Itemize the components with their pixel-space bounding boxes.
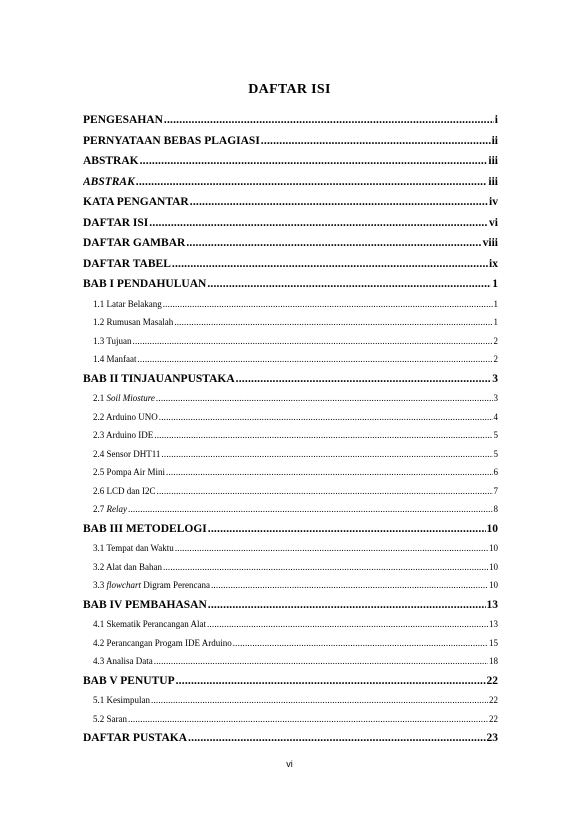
toc-entry-label: 1.4 Manfaat <box>93 354 137 364</box>
toc-section-entry[interactable] <box>83 467 498 486</box>
toc-dot-leader <box>128 714 488 724</box>
toc-section-entry[interactable] <box>83 317 498 336</box>
toc-section-entry[interactable] <box>83 449 498 468</box>
toc-chapter-entry[interactable] <box>83 675 498 696</box>
toc-dot-leader <box>208 523 486 535</box>
toc-chapter-entry[interactable] <box>83 114 498 135</box>
toc-dot-leader <box>136 176 488 188</box>
toc-page-number: 8 <box>493 504 498 514</box>
page-title: DAFTAR ISI <box>248 82 331 97</box>
toc-chapter-entry[interactable] <box>83 278 498 299</box>
toc-page-number: 13 <box>486 598 498 611</box>
toc-dot-leader <box>261 135 491 147</box>
toc-section-entry[interactable] <box>83 299 498 318</box>
toc-entry-label: 2.2 Arduino UNO <box>93 411 158 422</box>
toc-section-entry[interactable] <box>83 336 498 355</box>
toc-dot-leader <box>176 675 486 687</box>
toc-page-number: 1 <box>493 298 498 309</box>
toc-entry-label: 2.1 Soil Miosture <box>93 393 155 403</box>
toc-chapter-entry[interactable] <box>83 217 498 238</box>
toc-entry-label: 5.2 Saran <box>93 713 127 724</box>
toc-page-number: 22 <box>486 674 498 687</box>
toc-entry-label: BAB II TINJAUANPUSTAKA <box>83 372 235 385</box>
toc-dot-leader <box>137 354 492 364</box>
toc-chapter-entry[interactable] <box>83 523 498 544</box>
toc-entry-label: 3.3 flowchart Digram Perencana <box>93 580 210 590</box>
toc-dot-leader <box>211 580 488 590</box>
toc-chapter-entry[interactable] <box>83 599 498 620</box>
toc-dot-leader <box>163 562 488 572</box>
toc-entry-label: 2.6 LCD dan I2C <box>93 485 156 496</box>
toc-page-number: 10 <box>489 561 498 572</box>
toc-page-number: 6 <box>493 467 498 477</box>
toc-page-number: 3 <box>493 393 498 403</box>
toc-entry-label: 1.3 Tujuan <box>93 335 132 346</box>
toc-dot-leader <box>172 258 488 270</box>
toc-section-entry[interactable] <box>83 412 498 431</box>
toc-page-number: 1 <box>492 278 498 290</box>
toc-page-number: 13 <box>489 619 498 629</box>
toc-page-number: 23 <box>486 732 498 744</box>
toc-dot-leader <box>156 393 493 403</box>
toc-page-number: 3 <box>492 372 498 385</box>
toc-dot-leader <box>149 217 488 229</box>
toc-entry-label: 3.1 Tempat dan Waktu <box>93 543 174 553</box>
toc-entry-label: 5.1 Kesimpulan <box>93 695 150 705</box>
toc-dot-leader <box>233 638 488 648</box>
toc-page-number: 2 <box>493 354 498 364</box>
toc-dot-leader <box>154 656 488 666</box>
toc-section-entry[interactable] <box>83 714 498 733</box>
toc-entry-label: ABSTRAK <box>83 175 135 188</box>
toc-dot-leader <box>186 237 481 249</box>
toc-page-number: 22 <box>489 695 498 705</box>
toc-page-number: iii <box>488 175 498 188</box>
toc-page-number: iv <box>489 196 498 208</box>
toc-page-number: 22 <box>489 713 498 724</box>
toc-dot-leader <box>151 695 488 705</box>
toc-entry-label: DAFTAR TABEL <box>83 257 171 270</box>
toc-page-number: ii <box>491 134 498 147</box>
toc-section-entry[interactable] <box>83 393 498 412</box>
toc-chapter-entry[interactable] <box>83 373 498 394</box>
toc-dot-leader <box>174 317 492 327</box>
toc-entry-label: PENGESAHAN <box>83 114 163 126</box>
toc-dot-leader <box>128 504 493 514</box>
toc-dot-leader <box>208 599 486 611</box>
toc-page-number: 2 <box>493 335 498 346</box>
toc-entry-label: 4.3 Analisa Data <box>93 656 153 666</box>
toc-dot-leader <box>166 467 492 477</box>
toc-page-number: viii <box>482 237 498 249</box>
toc-section-entry[interactable] <box>83 619 498 638</box>
toc-dot-leader <box>159 412 493 422</box>
toc-section-entry[interactable] <box>83 695 498 714</box>
toc-entry-label: 4.1 Skematik Perancangan Alat <box>93 619 206 629</box>
toc-entry-label: DAFTAR PUSTAKA <box>83 732 188 744</box>
toc-dot-leader <box>188 732 485 744</box>
toc-section-entry[interactable] <box>83 504 498 523</box>
toc-dot-leader <box>133 336 493 346</box>
toc-chapter-entry[interactable] <box>83 732 498 753</box>
toc-dot-leader <box>161 449 492 459</box>
toc-entry-label: DAFTAR ISI <box>83 216 149 229</box>
toc-page-number: ix <box>489 257 498 270</box>
toc-entry-label: 1.2 Rumusan Masalah <box>93 317 174 327</box>
toc-entry-label: 2.4 Sensor DHT11 <box>93 448 161 459</box>
toc-section-entry[interactable] <box>83 354 498 373</box>
toc-chapter-entry[interactable] <box>83 135 498 156</box>
toc-entry-label: BAB V PENUTUP <box>83 674 175 687</box>
toc-dot-leader <box>164 114 494 126</box>
toc-chapter-entry[interactable] <box>83 176 498 197</box>
toc-page-number: 4 <box>493 411 498 422</box>
toc-dot-leader <box>175 543 488 553</box>
toc-section-entry[interactable] <box>83 543 498 562</box>
table-of-contents <box>83 114 498 753</box>
toc-entry-label: 4.2 Perancangan Progam IDE Arduino <box>93 637 232 648</box>
toc-entry-label: BAB I PENDAHULUAN <box>83 278 207 290</box>
toc-page-number: i <box>494 114 498 126</box>
toc-page-number: 5 <box>493 448 498 459</box>
toc-section-entry[interactable] <box>83 430 498 449</box>
toc-page-number: iii <box>488 155 498 167</box>
toc-page-number: 10 <box>486 522 498 535</box>
toc-entry-label: 2.5 Pompa Air Mini <box>93 467 166 477</box>
toc-page-number: 10 <box>489 580 498 590</box>
toc-chapter-entry[interactable] <box>83 237 498 258</box>
toc-dot-leader <box>207 278 491 290</box>
toc-entry-label: PERNYATAAN BEBAS PLAGIASI <box>83 134 260 147</box>
toc-dot-leader <box>154 430 492 440</box>
toc-entry-label: DAFTAR GAMBAR <box>83 237 186 249</box>
toc-page-number: 5 <box>493 430 498 440</box>
toc-entry-label: 2.7 Relay <box>93 504 127 514</box>
toc-entry-label: BAB III METODELOGI <box>83 522 207 535</box>
toc-page-number: 1 <box>493 317 498 327</box>
toc-page-number: 7 <box>493 485 498 496</box>
toc-chapter-entry[interactable] <box>83 155 498 176</box>
toc-section-entry[interactable] <box>83 486 498 505</box>
toc-entry-label: 1.1 Latar Belakang <box>93 298 162 309</box>
toc-page-number: vi <box>489 216 498 229</box>
toc-entry-label: BAB IV PEMBAHASAN <box>83 598 207 611</box>
toc-section-entry[interactable] <box>83 580 498 599</box>
toc-entry-label: 2.3 Arduino IDE <box>93 430 154 440</box>
toc-dot-leader <box>163 299 493 309</box>
toc-dot-leader <box>140 155 488 167</box>
toc-page-number: 15 <box>489 637 498 648</box>
toc-chapter-entry[interactable] <box>83 196 498 217</box>
toc-section-entry[interactable] <box>83 562 498 581</box>
toc-entry-label: 3.2 Alat dan Bahan <box>93 561 162 572</box>
page-number: vi <box>286 759 293 769</box>
toc-dot-leader <box>157 486 493 496</box>
toc-entry-label: KATA PENGANTAR <box>83 196 189 208</box>
toc-section-entry[interactable] <box>83 638 498 657</box>
toc-dot-leader <box>190 196 488 208</box>
toc-chapter-entry[interactable] <box>83 258 498 279</box>
toc-dot-leader <box>207 619 488 629</box>
toc-section-entry[interactable] <box>83 656 498 675</box>
toc-entry-label: ABSTRAK <box>83 155 139 167</box>
toc-page-number: 18 <box>489 656 498 666</box>
toc-page-number: 10 <box>489 543 498 553</box>
toc-dot-leader <box>236 373 492 385</box>
